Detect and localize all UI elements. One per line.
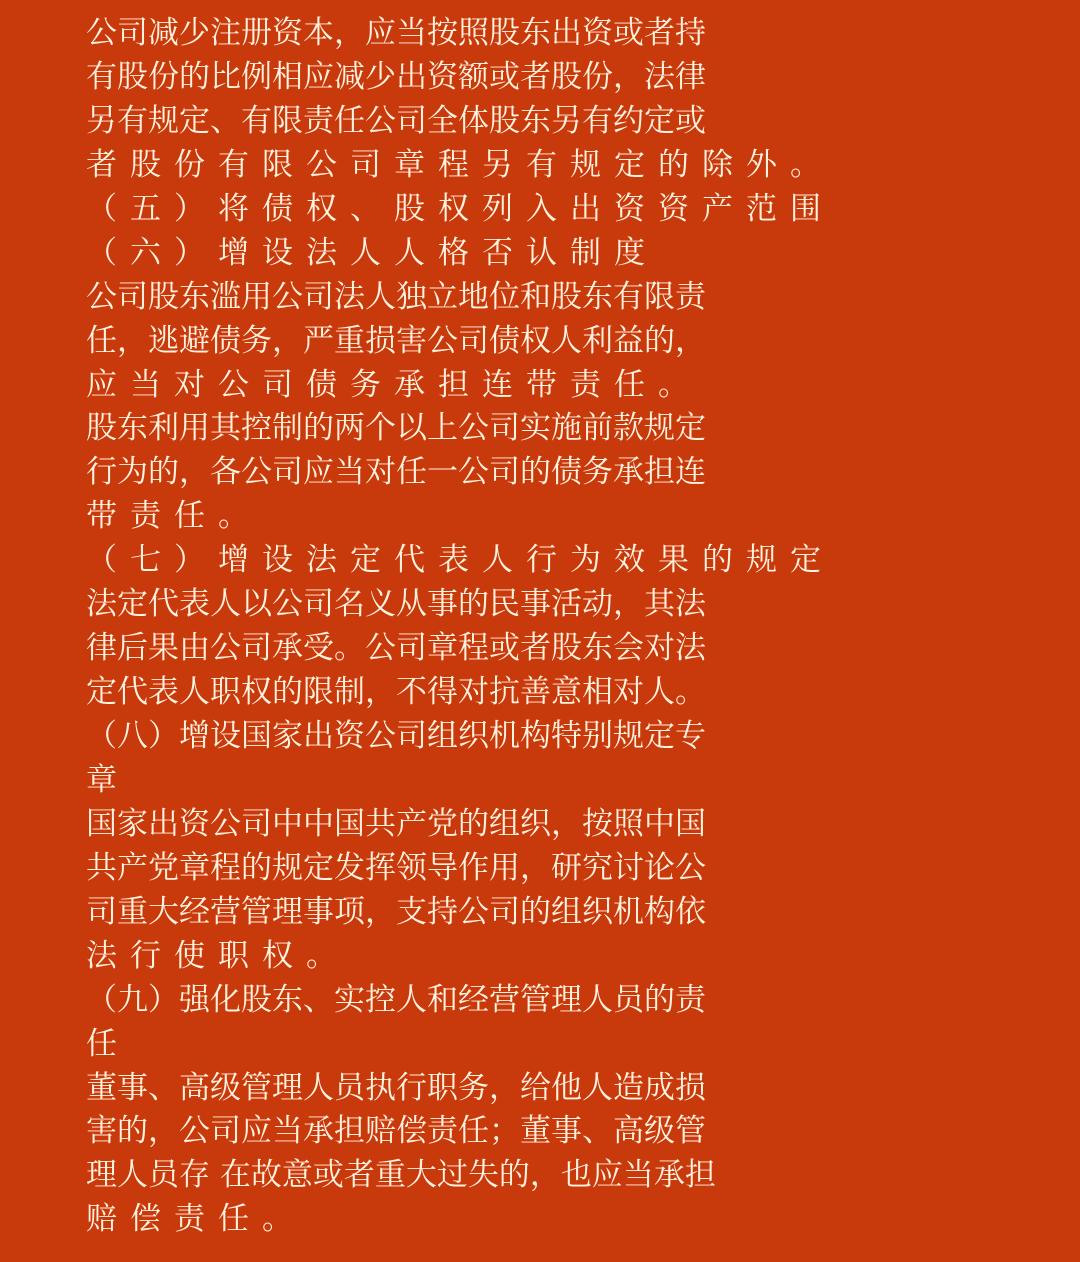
section-heading-8: （八）增设国家出资公司组织机构特别规定专 bbox=[86, 718, 706, 754]
text-line: 法行使职权。 bbox=[86, 937, 350, 974]
text-line: 害的，公司应当承担赔偿责任；董事、高级管 bbox=[86, 1113, 706, 1150]
section-heading-9-cont: 任 bbox=[86, 1025, 130, 1062]
text-line: 赔偿责任。 bbox=[86, 1201, 306, 1238]
text-line: 行为的，各公司应当对任一公司的债务承担连 bbox=[86, 454, 706, 491]
text-line: 律后果由公司承受。公司章程或者股东会对法 bbox=[86, 630, 706, 667]
text-line: 有股份的比例相应减少出资额或者股份，法律 bbox=[86, 58, 706, 95]
section-heading-8-cont: 章 bbox=[86, 761, 130, 798]
document-body bbox=[86, 12, 962, 1242]
section-heading-5: （五）将债权、股权列入出资资产范围 bbox=[86, 190, 834, 227]
text-line: 任，逃避债务，严重损害公司债权人利益的， bbox=[86, 322, 706, 359]
text-line: 另有规定、有限责任公司全体股东另有约定或 bbox=[86, 102, 706, 139]
text-line: 公司股东滥用公司法人独立地位和股东有限责 bbox=[86, 278, 706, 315]
section-heading-6: （六）增设法人人格否认制度 bbox=[86, 234, 658, 271]
text-line: 股东利用其控制的两个以上公司实施前款规定 bbox=[86, 410, 706, 447]
section-heading-7: （七）增设法定代表人行为效果的规定 bbox=[86, 542, 834, 579]
text-line: 定代表人职权的限制，不得对抗善意相对人。 bbox=[86, 674, 706, 711]
text-line: 董事、高级管理人员执行职务，给他人造成损 bbox=[86, 1069, 706, 1106]
text-line: 共产党章程的规定发挥领导作用，研究讨论公 bbox=[86, 849, 706, 886]
text-line: 国家出资公司中中国共产党的组织，按照中国 bbox=[86, 805, 706, 842]
section-heading-9: （九）强化股东、实控人和经营管理人员的责 bbox=[86, 981, 706, 1018]
text-line: 公司减少注册资本，应当按照股东出资或者持 bbox=[86, 15, 706, 51]
text-line: 理人员存 在故意或者重大过失的，也应当承担 bbox=[86, 1157, 716, 1194]
text-line: 带责任。 bbox=[86, 498, 262, 535]
text-line: 应当对公司债务承担连带责任。 bbox=[86, 366, 702, 403]
text-line: 者股份有限公司章程另有规定的除外。 bbox=[86, 146, 834, 183]
text-line: 法定代表人以公司名义从事的民事活动，其法 bbox=[86, 586, 706, 623]
text-line: 司重大经营管理事项，支持公司的组织机构依 bbox=[86, 893, 706, 930]
